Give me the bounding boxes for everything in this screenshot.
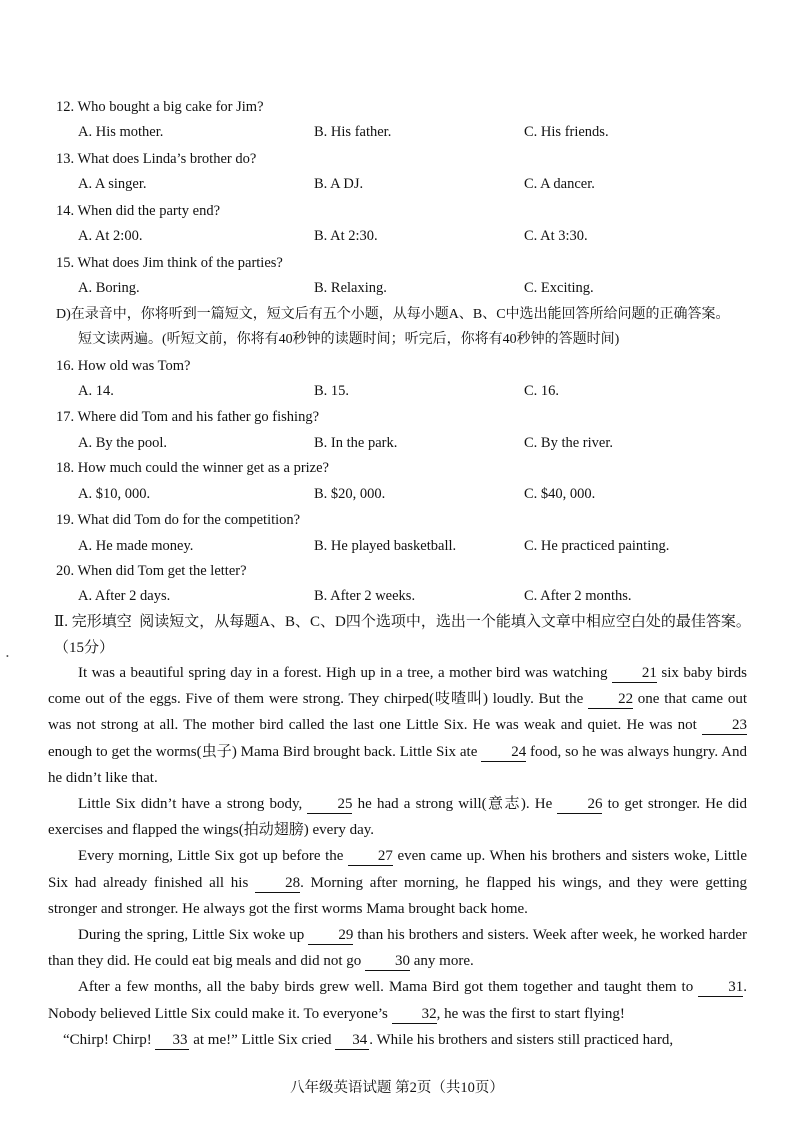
blank-32: 32 — [392, 1006, 437, 1024]
question-13: 13. What does Linda’s brother do? — [56, 151, 257, 167]
blank-33: 33 — [155, 1032, 189, 1050]
blank-24: 24 — [481, 744, 526, 762]
blank-25: 25 — [307, 796, 352, 814]
option-b: B. His father. — [314, 124, 392, 140]
section-ii-header — [54, 609, 754, 661]
options-15 — [78, 279, 778, 297]
option-c: C. By the river. — [524, 435, 614, 451]
option-a: A. He made money. — [78, 538, 194, 554]
section-ii-label: Ⅱ. — [54, 614, 68, 630]
blank-28: 28 — [255, 875, 300, 893]
option-a: A. Boring. — [78, 280, 140, 296]
question-15: 15. What does Jim think of the parties? — [56, 255, 283, 271]
option-c: C. He practiced painting. — [524, 538, 670, 554]
option-b: B. After 2 weeks. — [314, 588, 416, 604]
paragraph-5: After a few months, all the baby birds grew well. Mama Bird got them together and taught them to 31. Nobody believed Little Six could make it. To everyone’s 32, he was the first to start flying! — [48, 979, 747, 1022]
options-13 — [78, 175, 778, 193]
option-b: B. Relaxing. — [314, 280, 387, 296]
options-14 — [78, 227, 778, 245]
option-b: B. In the park. — [314, 435, 398, 451]
question-19: 19. What did Tom do for the competition? — [56, 512, 301, 528]
option-c: C. At 3:30. — [524, 228, 588, 244]
question-14: 14. When did the party end? — [56, 203, 221, 219]
blank-30: 30 — [365, 953, 410, 971]
option-a: A. $10, 000. — [78, 486, 151, 502]
options-17 — [78, 434, 778, 452]
paragraph-1: It was a beautiful spring day in a forest. High up in a tree, a mother bird was watching 21 six baby birds come out of the eggs. Five of them were strong. They chirped(吱喳叫) loudly. But the 22 one that came out was not strong at all. The mother bird called the last one Little Six. He was weak and quiet. He was not 23 enough to get the worms(虫子) Mama Bird brought back. Little Six ate 24 food, so he was always hungry. And he didn’t like that. — [48, 665, 748, 786]
paragraph-4: During the spring, Little Six woke up 29 than his brothers and sisters. Week after week, he worked harder than they did. He could eat big meals and did not go 30 any more. — [48, 927, 747, 970]
options-18 — [78, 485, 778, 503]
section-d-instruction-line1: D)在录音中，你将听到一篇短文，短文后有五个小题，从每小题A、B、C中选出能回答所给问题的正确答案。 — [56, 307, 730, 322]
blank-21: 21 — [612, 665, 657, 683]
blank-34: 34 — [335, 1032, 369, 1050]
option-c: C. After 2 months. — [524, 588, 632, 604]
blank-23: 23 — [702, 717, 747, 735]
option-b: B. $20, 000. — [314, 486, 386, 502]
paragraph-3: Every morning, Little Six got up before the 27 even came up. When his brothers and sisters woke, Little Six had already finished all his 28. Morning after morning, he flapped his wings, and they were getting stronger and stronger. He always got the first worms Mama brought back home. — [48, 848, 747, 917]
options-19 — [78, 537, 778, 555]
section-d-instruction-line2: 短文读两遍。(听短文前，你将有40秒钟的读题时间；听完后，你将有40秒钟的答题时间) — [78, 332, 620, 347]
option-c: C. 16. — [524, 383, 560, 399]
blank-29: 29 — [308, 927, 353, 945]
cloze-passage — [48, 660, 747, 1053]
option-a: A. 14. — [78, 383, 114, 399]
option-c: C. Exciting. — [524, 280, 594, 296]
question-17: 17. Where did Tom and his father go fishing? — [56, 409, 320, 425]
blank-22: 22 — [588, 691, 633, 709]
options-20 — [78, 587, 778, 605]
section-ii-title: 完形填空 — [71, 614, 132, 630]
question-18: 18. How much could the winner get as a prize? — [56, 460, 329, 476]
options-12 — [78, 123, 778, 141]
paragraph-2: Little Six didn’t have a strong body, 25 he had a strong will(意志). He 26 to get stronger. He did exercises and flapped the wings(拍动翅膀) every day. — [48, 796, 747, 839]
option-b: B. 15. — [314, 383, 350, 399]
option-a: A. After 2 days. — [78, 588, 171, 604]
question-20: 20. When did Tom get the letter? — [56, 563, 247, 579]
option-b: B. A DJ. — [314, 176, 364, 192]
option-b: B. At 2:30. — [314, 228, 378, 244]
margin-mark: • — [6, 652, 9, 661]
option-a: A. A singer. — [78, 176, 147, 192]
option-b: B. He played basketball. — [314, 538, 457, 554]
options-16 — [78, 382, 778, 400]
question-16: 16. How old was Tom? — [56, 358, 191, 374]
page-footer: 八年级英语试题 第2页（共10页） — [290, 1080, 504, 1096]
option-a: A. By the pool. — [78, 435, 168, 451]
option-a: A. At 2:00. — [78, 228, 143, 244]
blank-26: 26 — [557, 796, 602, 814]
paragraph-6: “Chirp! Chirp! 33 at me!” Little Six cried 34 . While his brothers and sisters still practiced hard, — [63, 1031, 674, 1048]
blank-27: 27 — [348, 848, 393, 866]
option-c: C. $40, 000. — [524, 486, 596, 502]
question-12: 12. Who bought a big cake for Jim? — [56, 99, 264, 115]
option-c: C. His friends. — [524, 124, 609, 140]
option-a: A. His mother. — [78, 124, 164, 140]
blank-31: 31 — [698, 979, 743, 997]
option-c: C. A dancer. — [524, 176, 595, 192]
section-ii-instruction: 阅读短文，从每题A、B、C、D四个选项中，选出一个能填入文章中相应空白处的最佳答案。（15分） — [54, 614, 751, 656]
